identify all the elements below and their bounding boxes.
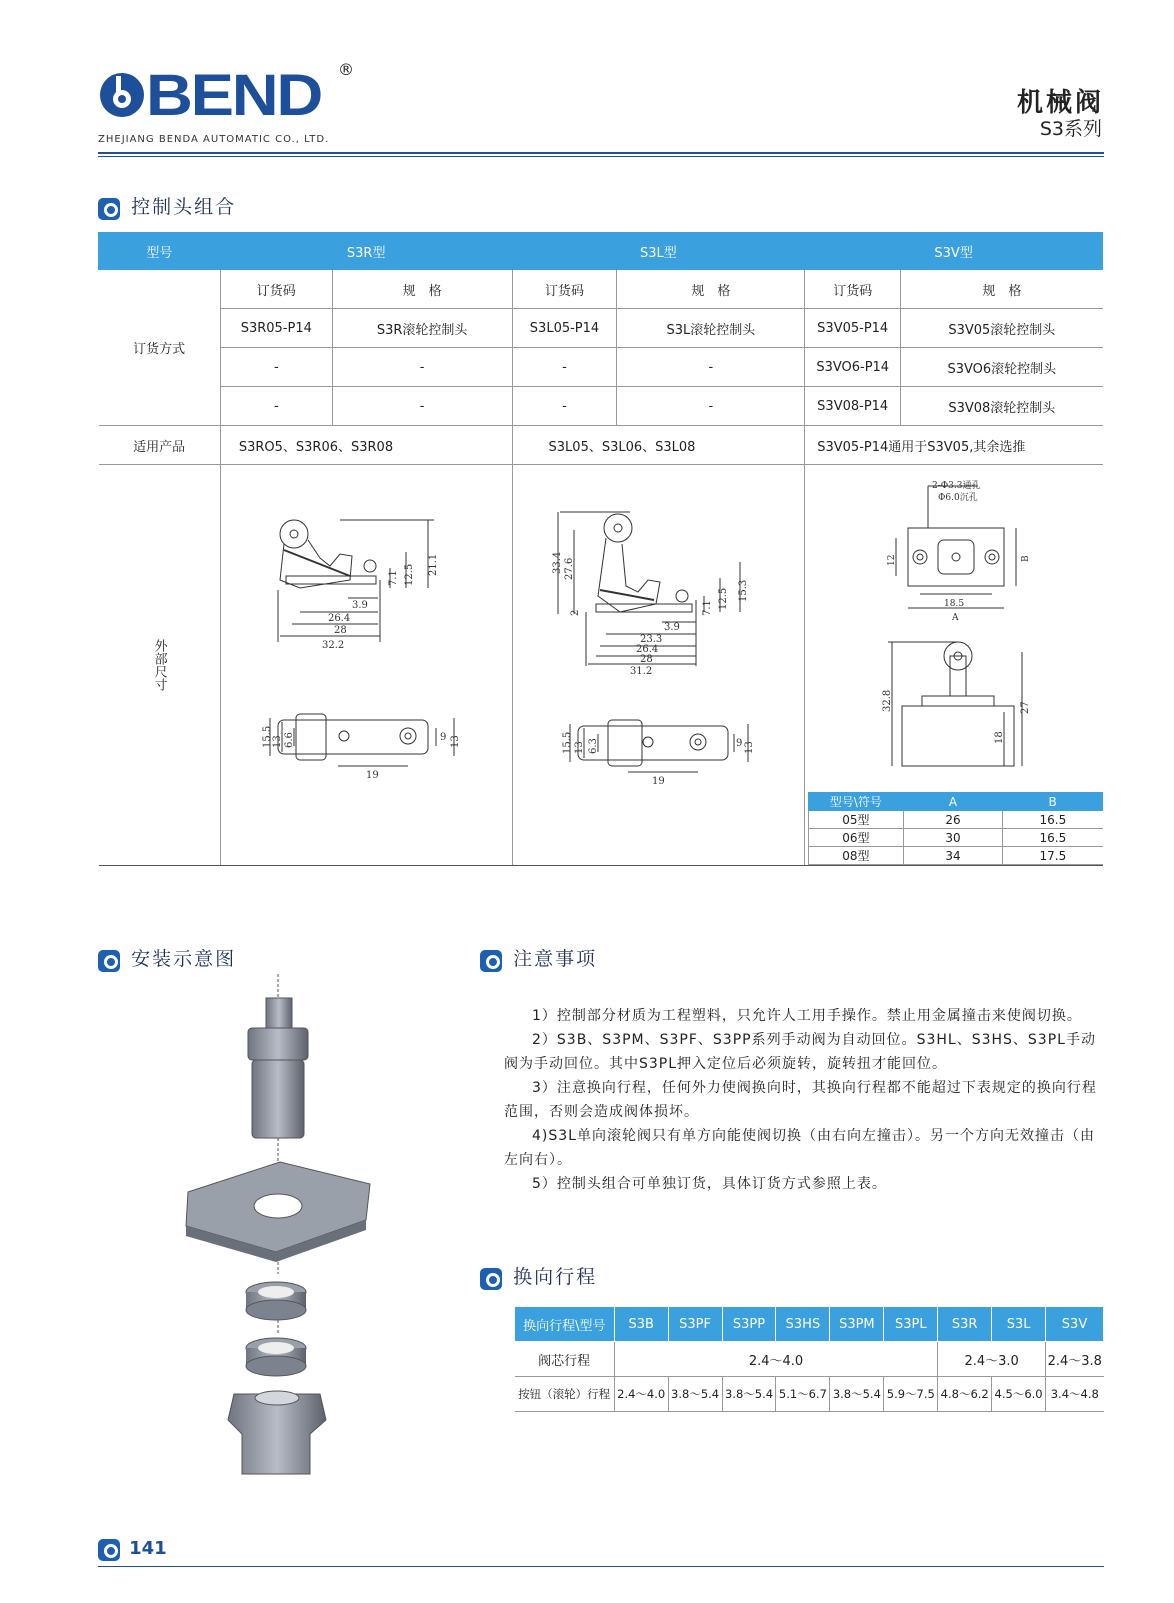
section-control-head: [98, 192, 236, 220]
stroke-th: S3L: [992, 1307, 1046, 1342]
cell-code: S3VO6-P14: [805, 348, 901, 387]
stroke-cell: 2.4～3.0: [938, 1342, 1046, 1377]
col-spec: 规 格: [901, 270, 1103, 309]
page-title: 机械阀: [1016, 88, 1104, 118]
dim-label: 32.2: [322, 640, 345, 651]
stroke-th: S3PL: [884, 1307, 938, 1342]
cell-code: S3V08-P14: [805, 387, 901, 426]
cell-dash: -: [617, 348, 805, 387]
page-subtitle: S3系列: [1039, 118, 1102, 140]
dim-label: 9: [736, 738, 743, 749]
footer: [98, 1538, 167, 1561]
cell-code: S3V05-P14: [805, 309, 901, 348]
dim-label: 12.5: [718, 587, 729, 610]
dim-label: 2: [570, 609, 581, 616]
cell-dash: -: [332, 387, 512, 426]
dim-label: 3.9: [664, 622, 680, 633]
section-stroke-head: [480, 1262, 597, 1290]
section-stroke-title: 换向行程: [513, 1266, 598, 1288]
dim-label: 19: [366, 770, 379, 781]
applicable-s3v: S3V05-P14通用于S3V05,其余选推: [805, 426, 1103, 465]
col-order-code: 订货码: [805, 270, 901, 309]
s3l-top-drawing: [548, 712, 778, 792]
order-method-label: 订货方式: [99, 270, 221, 426]
bullet-icon: [98, 950, 120, 972]
applicable-s3l: S3L05、S3L06、S3L08: [512, 426, 805, 465]
table-row: [809, 811, 1103, 829]
stroke-cell: 3.8～5.4: [830, 1377, 884, 1412]
bullet-icon: [480, 1268, 502, 1290]
stroke-th: S3PF: [668, 1307, 722, 1342]
dim-label: 31.2: [630, 666, 653, 677]
stroke-cell: 3.8～5.4: [722, 1377, 776, 1412]
outer-dim-text: 外部尺寸: [151, 639, 167, 691]
table-row: [809, 829, 1103, 847]
footer-rule: [98, 1566, 1104, 1567]
stroke-row-label: 按钮（滚轮）行程: [515, 1377, 615, 1412]
note-item: 5）控制头组合可单独订货，具体订货方式参照上表。: [532, 1176, 887, 1192]
dim-label: 13: [272, 735, 283, 748]
logo-text: BEND: [146, 63, 322, 128]
dim-th: A: [903, 793, 1003, 811]
stroke-cell: 2.4～4.0: [614, 1342, 938, 1377]
dim-th: 型号\符号: [809, 793, 904, 811]
dim-label: 13: [744, 741, 755, 754]
th-s3l: S3L型: [512, 233, 805, 270]
dim-cell: 16.5: [1003, 811, 1103, 829]
cell-dash: -: [512, 387, 617, 426]
note-item: 4)S3L单向滚轮阀只有单方向能使阀切换（由右向左撞击）。另一个方向无效撞击（由左向右）。: [504, 1128, 1095, 1168]
outer-dim-label: [99, 465, 221, 866]
dim-label: 26.4: [328, 613, 351, 624]
cell-dash: -: [512, 348, 617, 387]
stroke-th: S3HS: [776, 1307, 830, 1342]
cell-spec: S3L滚轮控制头: [617, 309, 805, 348]
notes-list: [504, 1004, 1104, 1196]
s3r-top-drawing: [248, 700, 478, 790]
applicable-s3r: S3RO5、S3R06、S3R08: [220, 426, 512, 465]
dimension-table: [808, 792, 1103, 865]
dim-cell: 34: [903, 847, 1003, 865]
stroke-th: S3PP: [722, 1307, 776, 1342]
dim-label: 3.9: [352, 600, 368, 611]
th-model: 型号: [99, 233, 221, 270]
stroke-cell: 5.9～7.5: [884, 1377, 938, 1412]
cell-dash: -: [220, 387, 332, 426]
dim-label: 28: [334, 625, 347, 636]
dim-label: 15.5: [262, 725, 273, 748]
dim-cell: 06型: [809, 829, 904, 847]
dim-cell: 30: [903, 829, 1003, 847]
dim-cell: 17.5: [1003, 847, 1103, 865]
dim-label: 23.3: [640, 634, 663, 645]
stroke-cell: 4.5～6.0: [992, 1377, 1046, 1412]
dim-label: 18.5: [944, 599, 965, 609]
header-rule-thin: [98, 156, 1104, 157]
cell-spec: S3VO6滚轮控制头: [901, 348, 1103, 387]
dim-label: 6.6: [284, 732, 295, 748]
dim-cell: 16.5: [1003, 829, 1103, 847]
cell-code: S3R05-P14: [220, 309, 332, 348]
cell-code: S3L05-P14: [512, 309, 617, 348]
dim-label: 7.1: [702, 600, 713, 616]
stroke-th: S3PM: [830, 1307, 884, 1342]
bullet-icon: [98, 198, 120, 220]
cell-spec: S3R滚轮控制头: [332, 309, 512, 348]
stroke-th: 换向行程\型号: [515, 1307, 615, 1342]
dim-label: 13: [574, 741, 585, 754]
dim-label: B: [1021, 555, 1031, 562]
company-name: ZHEJIANG BENDA AUTOMATIC CO., LTD.: [98, 134, 330, 145]
stroke-cell: 4.8～6.2: [938, 1377, 992, 1412]
dim-label: 19: [652, 776, 665, 787]
stroke-row-label: 阀芯行程: [515, 1342, 615, 1377]
stroke-cell: 3.8～5.4: [668, 1377, 722, 1412]
dim-label: 27: [1020, 701, 1031, 714]
bullet-icon: [98, 1539, 120, 1561]
s3v-top-drawing: [868, 481, 1031, 624]
stroke-table: [514, 1306, 1104, 1412]
stroke-th: S3B: [614, 1307, 668, 1342]
note-item: 3）注意换向行程，任何外力使阀换向时，其换向行程都不能超过下表规定的换向行程范围，否则会造成阀体损坏。: [504, 1080, 1097, 1120]
section-install-head: [98, 944, 236, 972]
note-item: 2）S3B、S3PM、S3PF、S3PP系列手动阀为自动回位。S3HL、S3HS、S3PL手动阀为手动回位。其中S3PL押入定位后必须旋转，旋转扭才能回位。: [504, 1032, 1096, 1072]
dim-label: 12: [887, 554, 897, 566]
col-spec: 规 格: [332, 270, 512, 309]
dim-label: 33.4: [552, 551, 563, 574]
note-item: 1）控制部分材质为工程塑料，只允许人工用手操作。禁止用金属撞击来使阀切换。: [532, 1008, 1082, 1024]
col-order-code: 订货码: [220, 270, 332, 309]
dim-label: 21.1: [428, 553, 439, 576]
applicable-label: 适用产品: [99, 426, 221, 465]
s3l-side-drawing: [540, 500, 780, 680]
stroke-th: S3V: [1046, 1307, 1104, 1342]
th-s3r: S3R型: [220, 233, 512, 270]
table-row: [809, 847, 1103, 865]
stroke-cell: 3.4～4.8: [1046, 1377, 1104, 1412]
cell-dash: -: [617, 387, 805, 426]
col-spec: 规 格: [617, 270, 805, 309]
dim-label: A: [952, 613, 959, 623]
dim-label: 7.1: [388, 570, 399, 586]
section-control-title: 控制头组合: [131, 196, 237, 218]
dim-label: 18: [994, 731, 1005, 744]
dim-label: 12.5: [404, 563, 415, 586]
s3r-side-drawing: [240, 510, 470, 660]
dim-label: 32.8: [882, 689, 893, 712]
dim-label: 28: [640, 654, 653, 665]
section-notes-head: [480, 944, 597, 972]
stroke-cell: 2.4～3.8: [1046, 1342, 1104, 1377]
dim-label: Φ6.0沉孔: [938, 493, 978, 503]
dim-cell: 05型: [809, 811, 904, 829]
dim-cell: 26: [903, 811, 1003, 829]
cell-dash: -: [332, 348, 512, 387]
dim-label: 15.3: [738, 579, 749, 602]
dim-label: 2-Φ3.3通孔: [932, 481, 981, 491]
dim-th: B: [1003, 793, 1103, 811]
dim-cell: 08型: [809, 847, 904, 865]
install-diagram: [180, 974, 380, 1474]
dim-label: 13: [450, 735, 461, 748]
dim-label: 9: [440, 732, 447, 743]
cell-spec: S3V08滚轮控制头: [901, 387, 1103, 426]
cell-spec: S3V05滚轮控制头: [901, 309, 1103, 348]
section-install-title: 安装示意图: [131, 948, 237, 970]
cell-dash: -: [220, 348, 332, 387]
stroke-cell: 2.4～4.0: [614, 1377, 668, 1412]
stroke-cell: 5.1～6.7: [776, 1377, 830, 1412]
dim-label: 26.4: [636, 644, 659, 655]
dim-label: 27.6: [564, 557, 575, 580]
page-number: 141: [129, 1538, 167, 1559]
logo: [98, 60, 358, 128]
s3v-side-drawing: [858, 636, 1048, 772]
table-row: [515, 1377, 1104, 1412]
registered-mark: ®: [338, 60, 354, 79]
th-s3v: S3V型: [805, 233, 1103, 270]
dim-label: 6.3: [588, 738, 599, 754]
bullet-icon: [480, 950, 502, 972]
stroke-th: S3R: [938, 1307, 992, 1342]
dim-label: 15.5: [562, 731, 573, 754]
header-rule: [98, 152, 1104, 154]
table-row: [515, 1342, 1104, 1377]
section-notes-title: 注意事项: [513, 948, 598, 970]
col-order-code: 订货码: [512, 270, 617, 309]
